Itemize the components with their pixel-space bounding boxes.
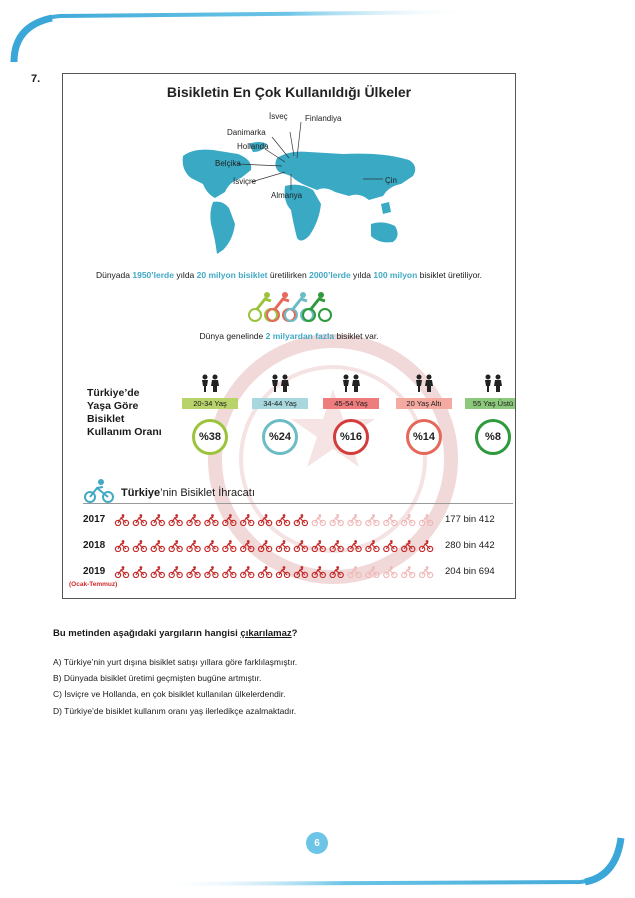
age-group [393,374,455,455]
question-prompt-text: ? [291,628,298,639]
country-label-finlandiya: Finlandiya [305,114,342,123]
production-year-1950: 1950’lerde [132,270,174,280]
production-fact [63,270,515,280]
production-year-2000: 2000’lerde [309,270,351,280]
export-note: (Ocak-Temmuz) [69,581,118,588]
export-bike-icons [113,514,435,526]
export-row-2017 [83,512,513,528]
bike-icon [169,514,182,526]
bike-icon [259,540,272,552]
bike-icon [151,514,164,526]
world-fact [63,331,515,341]
age-group [462,374,516,455]
country-label-almanya: Almanya [271,191,303,200]
bike-icon [187,540,200,552]
export-value: 177 bin 412 [445,514,495,525]
bike-icon [276,566,289,578]
cyclists-illustration [243,289,339,323]
world-text: bisiklet var. [334,331,379,341]
production-text: bisiklet üretiliyor. [417,270,483,280]
bike-icon [205,566,218,578]
bike-icon [420,514,433,526]
bike-icon [384,514,397,526]
option-b[interactable]: B) Dünyada bisiklet üretimi geçmişten bugüne artmıştır. [53,673,262,683]
export-row-2018 [83,538,513,554]
export-title-rest: ’nin Bisiklet İhracatı [160,487,255,499]
age-title-line: Kullanım Oranı [87,426,162,438]
question-prompt-text: Bu metinden aşağıdaki yargıların hangisi [53,628,241,639]
age-group-percent: %8 [475,419,511,455]
bike-icon [169,566,182,578]
bike-icon [133,540,146,552]
bike-icon [294,566,307,578]
page-number: 6 [306,832,328,854]
age-title-line: Bisiklet [87,413,125,425]
bike-icon [205,514,218,526]
bike-icon [241,514,254,526]
export-title [121,487,255,499]
bike-icon [330,566,343,578]
export-bike-icons [113,566,435,578]
export-year: 2017 [83,514,106,525]
bike-icon [330,514,343,526]
world-amount: 2 milyardan fazla [265,331,335,341]
bike-icon [115,540,128,552]
infographic-title: Bisikletin En Çok Kullanıldığı Ülkeler [166,84,412,100]
age-group-label: 45-54 Yaş [323,398,379,409]
age-group-label: 55 Yaş Üstü [465,398,516,409]
world-text: Dünya genelinde [199,331,266,341]
people-icon [179,374,241,392]
bike-icon [330,540,343,552]
question-number: 7. [31,73,41,85]
export-value: 204 bin 694 [445,566,495,577]
country-label-belcika: Belçika [215,159,241,168]
bike-icon [348,514,361,526]
people-icon [249,374,311,392]
bike-icon [259,514,272,526]
bike-icon [115,566,128,578]
export-bike-icons [113,540,435,552]
bike-icon [241,540,254,552]
bike-icon [420,566,433,578]
bike-icon [402,566,415,578]
bike-icon [366,540,379,552]
bike-icon [366,514,379,526]
bike-icon [115,514,128,526]
bike-icon [133,514,146,526]
export-year: 2018 [83,540,106,551]
age-group [179,374,241,455]
bike-icon [151,566,164,578]
production-text: üretilirken [267,270,310,280]
bike-icon [384,540,397,552]
country-label-danimarka: Danimarka [227,128,266,137]
age-group-percent: %38 [192,419,228,455]
bike-icon [402,514,415,526]
bike-icon [294,514,307,526]
bike-icon [187,566,200,578]
bike-icon [223,566,236,578]
age-group [249,374,311,455]
bike-icon [276,540,289,552]
production-amount-2000: 100 milyon [373,270,418,280]
country-label-hollanda: Hollanda [237,142,269,151]
bike-icon [223,540,236,552]
age-title-line: Yaşa Göre [87,400,139,412]
option-d[interactable]: D) Türkiye’de bisiklet kullanım oranı yaş ilerledikçe azalmaktadır. [53,706,297,716]
age-group-label: 20-34 Yaş [182,398,238,409]
bike-icon [384,566,397,578]
bike-icon [241,566,254,578]
bike-icon [259,566,272,578]
people-icon [320,374,382,392]
bike-icon [366,566,379,578]
bike-icon [312,540,325,552]
bike-icon [133,566,146,578]
bike-icon [205,540,218,552]
infographic [62,73,516,599]
bike-icon [276,514,289,526]
bike-icon [294,540,307,552]
export-title-bold: Türkiye [121,487,161,499]
production-text: yılda [350,270,374,280]
export-year: 2019 [83,566,106,577]
bike-icon [151,540,164,552]
age-title-line: Türkiye’de [87,387,140,399]
bike-icon [312,514,325,526]
people-icon [462,374,516,392]
export-row-2019 [83,564,513,580]
age-group [320,374,382,455]
country-label-isvec: İsveç [269,112,288,121]
bike-icon [187,514,200,526]
age-usage-title [87,387,162,439]
cyclist-icon [83,478,115,504]
bike-icon [223,514,236,526]
export-value: 280 bin 442 [445,540,495,551]
bike-icon [402,540,415,552]
world-map [63,74,516,274]
production-text: yılda [173,270,197,280]
bike-icon [348,540,361,552]
bike-icon [348,566,361,578]
option-c[interactable]: C) İsviçre ve Hollanda, en çok bisiklet kullanılan ülkelerdendir. [53,689,286,699]
export-header [83,482,513,504]
age-group-percent: %14 [406,419,442,455]
question-prompt-emphasis: çıkarılamaz [240,628,292,639]
age-group-percent: %24 [262,419,298,455]
production-text: Dünyada [95,270,133,280]
bike-icon [420,540,433,552]
option-a[interactable]: A) Türkiye’nin yurt dışına bisiklet satışı yıllara göre farklılaşmıştır. [53,657,298,667]
age-group-label: 34-44 Yaş [252,398,308,409]
country-label-isvicre: İsviçre [233,177,257,186]
people-icon [393,374,455,392]
bike-icon [312,566,325,578]
bike-icon [169,540,182,552]
age-group-label: 20 Yaş Altı [396,398,452,409]
question-prompt [53,628,297,639]
production-amount-1950: 20 milyon bisiklet [196,270,268,280]
country-label-cin: Çin [385,176,398,185]
age-group-percent: %16 [333,419,369,455]
